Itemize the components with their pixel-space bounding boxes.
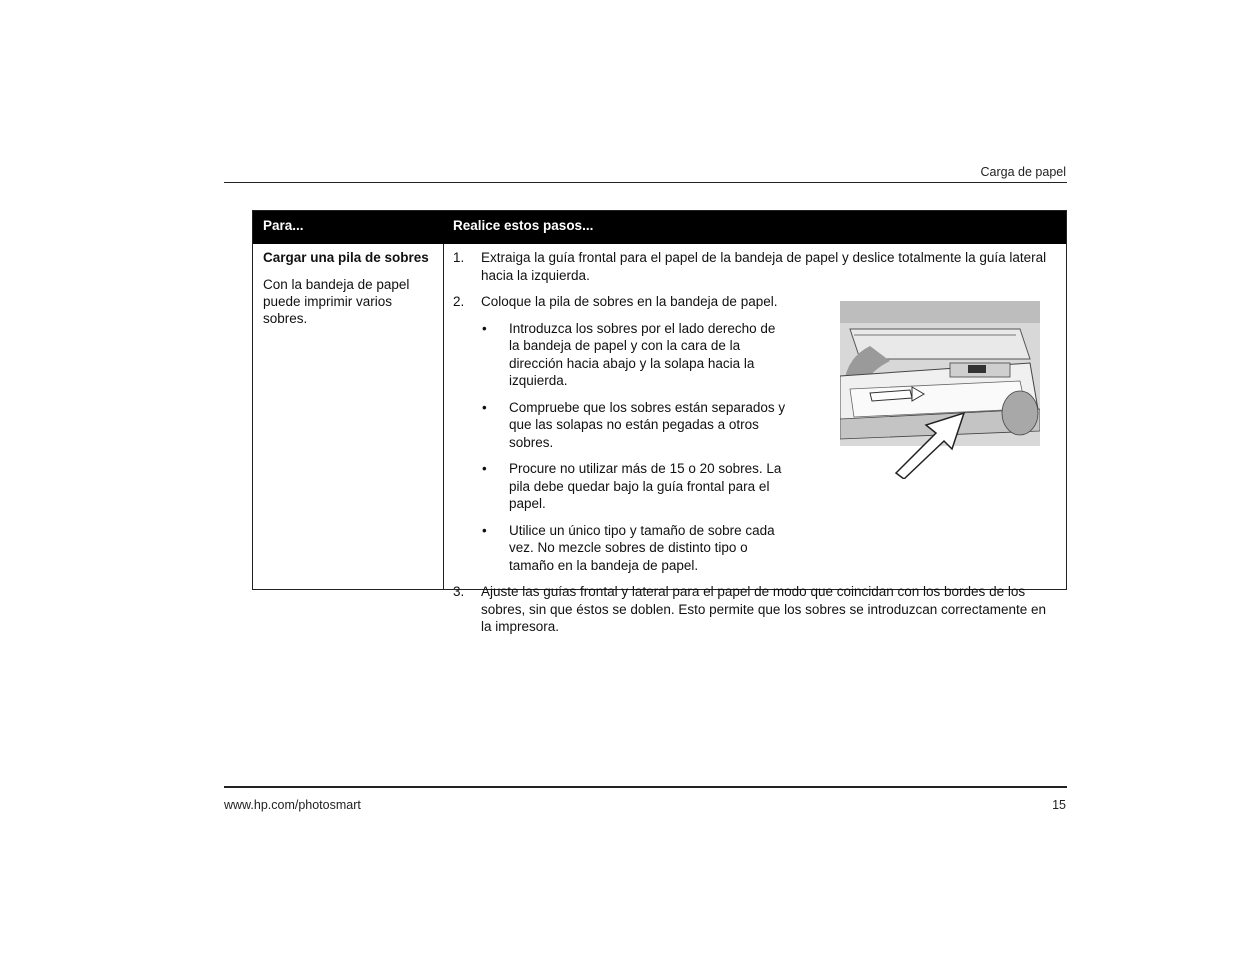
running-header: Carga de papel <box>980 165 1066 179</box>
procedure-table <box>252 210 1067 634</box>
step-text: Ajuste las guías frontal y lateral para el papel de modo que coincidan con los bordes de los sobres, sin que éstos se doblen. Esto permite que los sobres se introduzcan correctamente en la impresora. <box>481 584 1047 634</box>
printer-tray-illustration <box>840 301 1040 479</box>
bullet-dot: • <box>482 399 487 415</box>
column-divider <box>443 244 444 589</box>
table-header <box>253 211 1066 244</box>
column-header-pasos: Realice estos pasos... <box>453 218 594 233</box>
bullet-list <box>453 320 789 575</box>
footer-rule <box>224 786 1067 788</box>
step-item <box>453 249 1059 284</box>
step-number: 1. <box>453 250 465 265</box>
step-item <box>453 583 1059 636</box>
bullet-item <box>453 320 789 390</box>
step-text: Coloque la pila de sobres en la bandeja de papel. <box>481 294 778 309</box>
bullet-item <box>453 460 789 513</box>
bullet-dot: • <box>482 320 487 336</box>
header-rule <box>224 182 1067 183</box>
bullet-item <box>453 522 789 575</box>
task-title: Cargar una pila de sobres <box>263 250 429 265</box>
page-number: 15 <box>1052 798 1066 812</box>
bullet-text: Introduzca los sobres por el lado derecho de la bandeja de papel y con la cara de la dirección hacia abajo y la solapa hacia la izquierda. <box>509 320 776 388</box>
step-text: Extraiga la guía frontal para el papel de la bandeja de papel y deslice totalmente la guía lateral hacia la izquierda. <box>481 250 1047 283</box>
footer-url: www.hp.com/photosmart <box>224 798 361 812</box>
bullet-text: Utilice un único tipo y tamaño de sobre cada vez. No mezcle sobres de distinto tipo o tamaño en la bandeja de papel. <box>509 522 775 573</box>
bullet-item <box>453 399 789 452</box>
bullet-dot: • <box>482 461 487 476</box>
task-description: Con la bandeja de papel puede imprimir varios sobres. <box>263 277 410 326</box>
step-number: 2. <box>453 294 465 309</box>
bullet-dot: • <box>482 522 487 538</box>
task-cell <box>263 249 433 327</box>
step-number: 3. <box>453 584 465 599</box>
column-header-para: Para... <box>263 218 304 233</box>
bullet-text: Procure no utilizar más de 15 o 20 sobres. La pila debe quedar bajo la guía frontal para el papel. <box>509 461 782 511</box>
bullet-text: Compruebe que los sobres están separados y que las solapas no están pegadas a otros sobres. <box>509 399 786 450</box>
